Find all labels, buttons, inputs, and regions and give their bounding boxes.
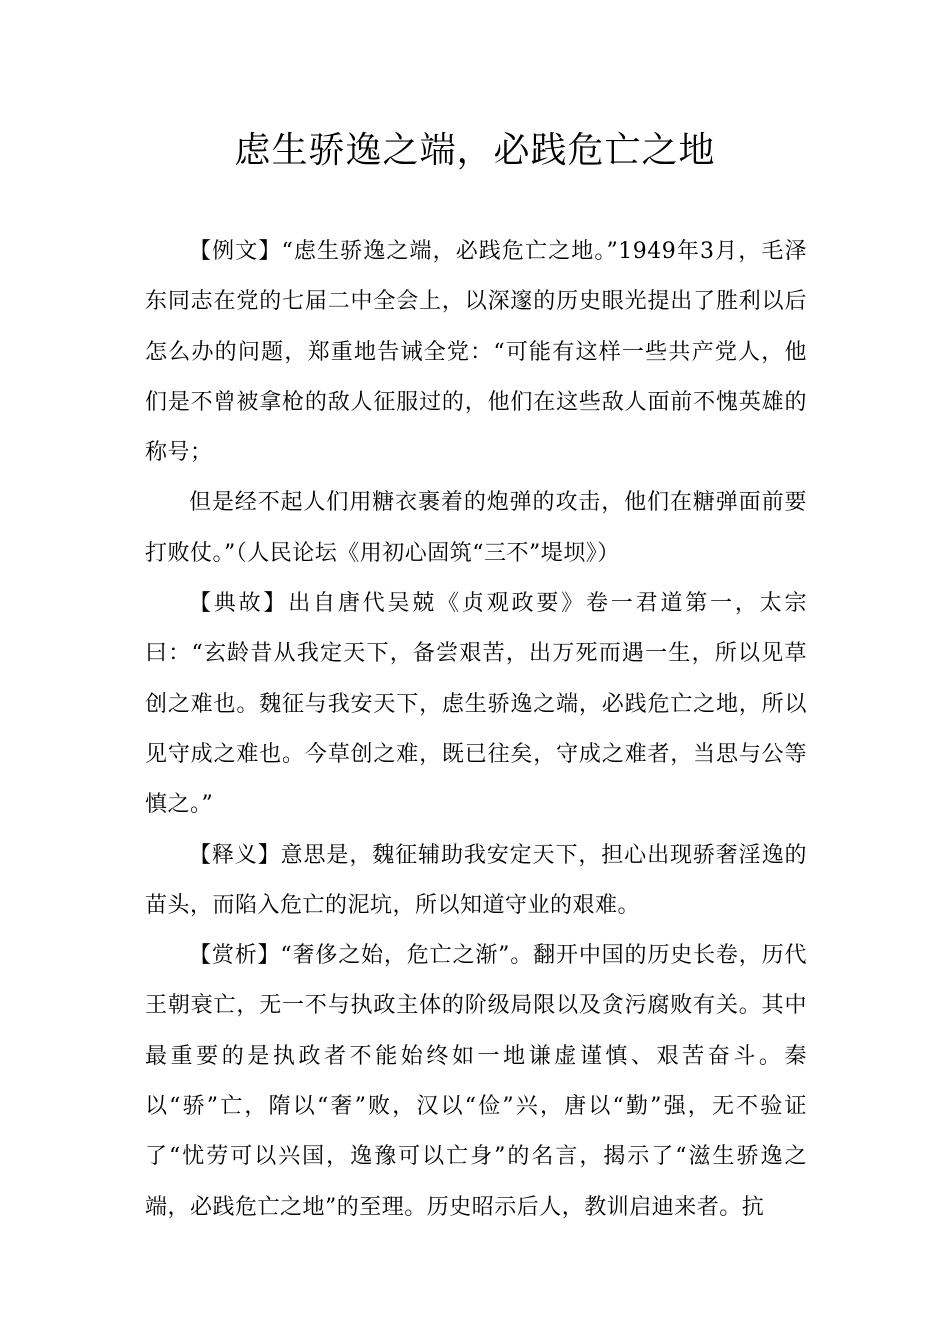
section-tag-appreciation: 【赏析】 bbox=[189, 943, 281, 969]
paragraph-example-continued bbox=[145, 478, 807, 579]
paragraph-allusion bbox=[145, 579, 807, 830]
document-body bbox=[145, 227, 807, 1233]
section-tag-allusion: 【典故】 bbox=[189, 591, 289, 617]
paragraph-text: 出自唐代吴兢《贞观政要》卷一君道第一，太宗曰：“玄龄昔从我定天下，备尝艰苦，出万死而遇一生，所以见草创之难也。魏征与我安天下，虑生骄逸之端，必践危亡之地，所以见守成之难也。今草创之难，既已往矣，守成之难者，当思与公等慎之。” bbox=[145, 591, 807, 818]
paragraph-text: 意思是，魏征辅助我安定天下，担心出现骄奢淫逸的苗头，而陷入危亡的泥坑，所以知道守业的艰难。 bbox=[145, 842, 807, 918]
paragraph-text: “奢侈之始，危亡之渐”。翻开中国的历史长卷，历代王朝衰亡，无一不与执政主体的阶级局限以及贪污腐败有关。其中最重要的是执政者不能始终如一地谦虚谨慎、艰苦奋斗。秦以“骄”亡，隋以“奢”败，汉以“俭”兴，唐以“勤”强，无不验证了“忧劳可以兴国，逸豫可以亡身”的名言，揭示了“滋生骄逸之端，必践危亡之地”的至理。历史昭示后人，教训启迪来者。抗 bbox=[145, 943, 807, 1220]
paragraph-text: 但是经不起人们用糖衣裹着的炮弹的攻击，他们在糖弹面前要打败仗。”（人民论坛《用初心固筑“三不”堤坝》） bbox=[145, 490, 807, 566]
paragraph-meaning bbox=[145, 831, 807, 932]
section-tag-example: 【例文】 bbox=[189, 239, 282, 264]
document-title: 虑生骄逸之端，必践危亡之地 bbox=[234, 130, 716, 171]
section-tag-meaning: 【释义】 bbox=[189, 842, 281, 868]
paragraph-appreciation bbox=[145, 931, 807, 1233]
paragraph-text: “虑生骄逸之端，必践危亡之地。”1949年3月，毛泽东同志在党的七届二中全会上，以深邃的历史眼光提出了胜利以后怎么办的问题，郑重地告诫全党：“可能有这样一些共产党人，他们是不曾被拿枪的敌人征服过的，他们在这些敌人面前不愧英雄的称号； bbox=[145, 239, 807, 466]
paragraph-example bbox=[145, 227, 807, 478]
